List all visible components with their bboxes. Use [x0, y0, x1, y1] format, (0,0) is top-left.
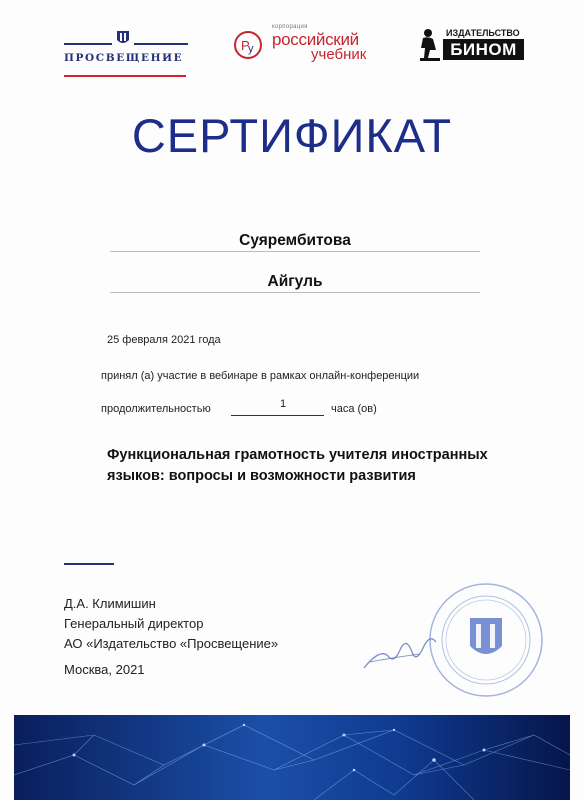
webinar-topic: Функциональная грамотность учителя иностранных языков: вопросы и возможности развития: [107, 447, 488, 484]
header-red-line: [64, 75, 186, 77]
footer-decorative-band: [14, 715, 570, 800]
recipient-given-name: Айгуль: [267, 273, 323, 290]
surname-underline: [110, 251, 480, 252]
event-date: 25 февраля 2021 года: [107, 334, 221, 346]
svg-text:y: y: [248, 43, 254, 55]
signatory-name: Д.А. Климишин: [64, 596, 156, 611]
binom-logo-figure-icon: [418, 28, 442, 62]
russian-textbook-logo-icon: [233, 30, 263, 60]
place-and-year: Москва, 2021: [64, 662, 145, 677]
duration-underline: [231, 415, 324, 416]
participation-text: принял (а) участие в вебинаре в рамках онлайн-конференции: [101, 370, 420, 382]
russian-textbook-logo-small: корпорация: [272, 24, 308, 30]
given-name-underline: [110, 292, 480, 293]
russian-textbook-logo-line2: учебник: [311, 46, 367, 63]
signatory-divider: [64, 563, 114, 565]
recipient-surname: Суярембитова: [239, 232, 351, 249]
russian-textbook-logo-line1: российский: [272, 30, 359, 49]
binom-logo-small: ИЗДАТЕЛЬСТВО: [446, 28, 520, 38]
certificate-title: СЕРТИФИКАТ: [131, 109, 453, 162]
signatory-company: АО «Издательство «Просвещение»: [64, 636, 279, 651]
prosveshchenie-logo-line-left: [64, 43, 112, 45]
prosveshchenie-logo-icon: [116, 30, 130, 46]
duration-value: 1: [279, 398, 287, 410]
binom-logo-text: БИНОМ: [443, 39, 524, 60]
company-stamp: [426, 580, 546, 700]
duration-label: продолжительностью: [101, 403, 211, 415]
svg-text:P: P: [241, 38, 250, 53]
duration-unit: часа (ов): [331, 403, 377, 415]
prosveshchenie-logo-line-right: [134, 43, 188, 45]
signature: [360, 628, 440, 678]
signatory-position: Генеральный директор: [64, 616, 204, 631]
prosveshchenie-logo-text: ПРОСВЕЩЕНИЕ: [64, 52, 184, 64]
